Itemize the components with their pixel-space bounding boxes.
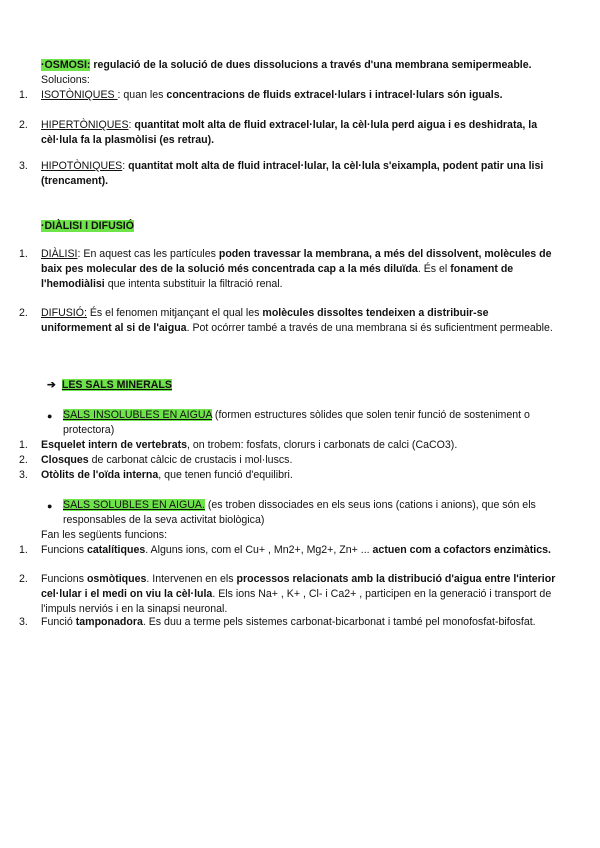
solucions-label: Solucions: xyxy=(41,74,90,86)
solubles-item xyxy=(63,498,568,528)
insolubles-desc: (formen estructures sòlides que solen tenir funció de sosteniment o protectora) xyxy=(63,409,530,436)
item-text: . Es duu a terme pels sistemes carbonat-bicarbonat i també pel monofosfat-bifosfat. xyxy=(142,616,536,628)
list-item xyxy=(41,118,561,148)
item-text: : En aquest cas les partícules xyxy=(77,248,219,260)
solubles-desc: (es troben dissociades en els seus ions (cations i anions), que són els responsables de la seva activitat biològica) xyxy=(63,499,536,526)
list-number: 1. xyxy=(19,439,28,451)
list-number: 2. xyxy=(19,573,28,585)
sals-heading-text: LES SALS MINERALS xyxy=(61,379,172,391)
insolubles-item xyxy=(63,408,568,438)
bullet-icon: ● xyxy=(47,501,53,511)
bullet-icon: ● xyxy=(47,411,53,421)
item-bold: tamponadora xyxy=(75,616,143,628)
list-number: 3. xyxy=(19,160,28,172)
list-item xyxy=(41,159,561,189)
item-text: Funcions xyxy=(41,544,87,556)
list-item xyxy=(41,572,561,617)
item-bold: quantitat molt alta de fluid extracel·lular, la cèl·lula perd aigua i es deshidrata, la cèl·lula fa la plasmòlisi (es retrau). xyxy=(41,119,538,146)
item-text: . Pot ocórrer també a través de una membrana si és suficientment permeable. xyxy=(186,322,553,334)
list-number: 3. xyxy=(19,469,28,481)
list-number: 2. xyxy=(19,454,28,466)
item-text: , on trobem: fosfats, clorurs i carbonats de calci (CaCO3). xyxy=(187,439,458,451)
list-number: 2. xyxy=(19,307,28,319)
item-bold: actuen com a cofactors enzimàtics. xyxy=(372,544,551,556)
solubles-title: SALS SOLUBLES EN AIGUA. xyxy=(63,499,205,511)
list-number: 1. xyxy=(19,89,28,101)
item-bold: concentracions de fluids extracel·lulars i intracel·lulars són iguals. xyxy=(166,89,503,101)
item-text: . Alguns ions, com el Cu+ , Mn2+, Mg2+, Zn+ ... xyxy=(145,544,373,556)
item-text: que intenta substituir la filtració renal. xyxy=(104,278,283,290)
term: ISOTÒNIQUES xyxy=(41,89,118,101)
item-text: . Intervenen en els xyxy=(146,573,237,585)
solubles-intro: Fan les següents funcions: xyxy=(41,529,168,541)
list-number: 1. xyxy=(19,248,28,260)
item-text: : xyxy=(128,119,135,131)
dialisi-heading-text: ·DIÀLISI I DIFUSIÓ xyxy=(41,220,134,232)
osmosi-heading: ·OSMOSI: xyxy=(41,59,91,71)
list-item xyxy=(41,615,561,630)
list-item xyxy=(41,453,561,468)
item-bold: Closques xyxy=(41,454,89,466)
dialisi-heading xyxy=(41,219,134,234)
item-text: . És el xyxy=(417,263,451,275)
osmosi-definition xyxy=(41,58,581,73)
term: HIPOTÒNIQUES xyxy=(41,160,123,172)
list-item xyxy=(41,88,561,103)
item-bold: catalítiques xyxy=(86,544,146,556)
item-text: Funcions xyxy=(41,573,87,585)
item-bold: quantitat molt alta de fluid intracel·lular, la cèl·lula s'eixampla, podent patir una lisi (trencament). xyxy=(41,160,544,187)
term: DIFUSIÓ: xyxy=(41,307,87,319)
item-bold: molècules dissoltes tendeixen a distribuir-se uniformement al si de l'aigua xyxy=(41,307,489,334)
item-bold: Otòlits de l'oïda interna xyxy=(41,469,159,481)
list-item xyxy=(41,438,561,453)
item-bold: Esquelet intern de vertebrats xyxy=(41,439,188,451)
sals-heading xyxy=(47,378,172,393)
item-bold: poden travessar la membrana, a més del dissolvent, molècules de baix pes molecular des de la solució més concentrada cap a la més diluïda xyxy=(41,248,552,275)
item-text: És el fenomen mitjançant el qual les xyxy=(86,307,263,319)
item-text: de carbonat càlcic de crustacis i mol·luscs. xyxy=(88,454,293,466)
list-number: 3. xyxy=(19,616,28,628)
item-bold: osmòtiques xyxy=(86,573,147,585)
list-item xyxy=(41,306,561,336)
item-bold: fonament de l'hemodiàlisi xyxy=(41,263,514,290)
item-text: , que tenen funció d'equilibri. xyxy=(158,469,293,481)
item-bold: processos relacionats amb la distribució d'aigua entre l'interior cel·lular i el medi on viu la cèl·lula xyxy=(41,573,556,600)
item-text: : xyxy=(122,160,129,172)
list-item xyxy=(41,247,561,292)
osmosi-definition-text: regulació de la solució de dues dissolucions a través d'una membrana semipermeable. xyxy=(90,59,532,71)
item-text: . Els ions Na+ , K+ , Cl- i Ca2+ , participen en la generació i transport de l'impuls nerviós i en la sinapsi neuronal. xyxy=(41,588,552,615)
item-text: Funció xyxy=(41,616,76,628)
term: HIPERTÒNIQUES xyxy=(41,119,129,131)
list-item xyxy=(41,543,561,558)
list-number: 1. xyxy=(19,544,28,556)
term: DIÀLISI xyxy=(41,248,78,260)
list-item xyxy=(41,468,561,483)
item-text: : quan les xyxy=(117,89,167,101)
insolubles-title: SALS INSOLUBLES EN AIGUA xyxy=(63,409,212,421)
list-number: 2. xyxy=(19,119,28,131)
arrow-icon: ➔ xyxy=(47,379,56,391)
